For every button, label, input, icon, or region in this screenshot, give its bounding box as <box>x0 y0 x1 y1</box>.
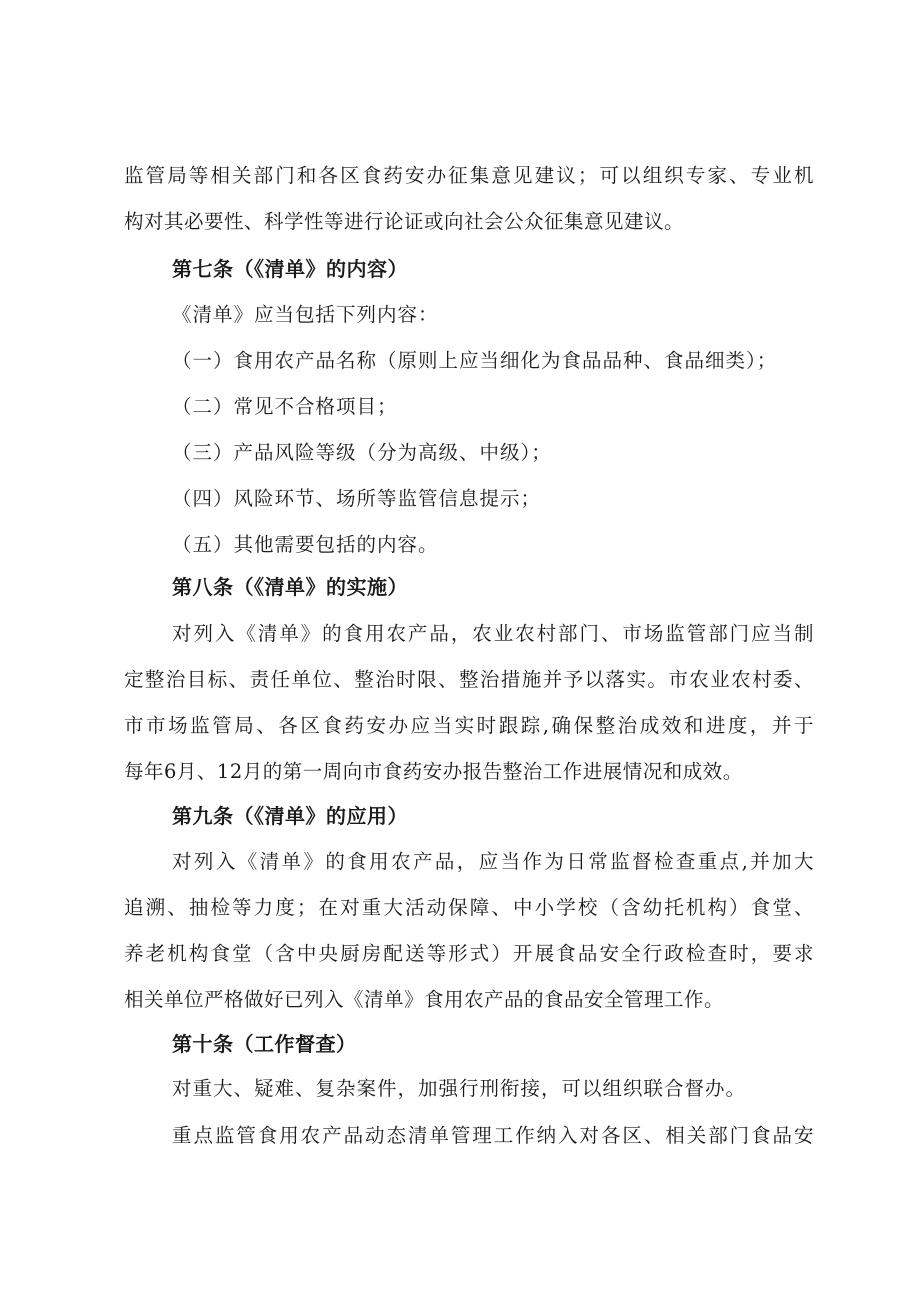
article-7-item-1: （一）食用农产品名称（原则上应当细化为食品品种、食品细类）； <box>172 349 778 372</box>
article-9-line-4: 相关单位严格做好已列入《清单》食用农产品的食品安全管理工作。 <box>124 988 725 1011</box>
article-10-heading: 第十条（工作督查） <box>172 1032 357 1056</box>
article-7-item-5: （五）其他需要包括的内容。 <box>172 533 439 556</box>
article-9-line-3: 养老机构食堂（含中央厨房配送等形式）开展食品安全行政检查时，要求 <box>124 942 814 965</box>
article-9-heading: 第九条（《清单》的应用） <box>172 804 408 828</box>
article-9-line-1: 对列入《清单》的食用农产品，应当作为日常监督检查重点,并加大 <box>172 850 814 873</box>
article-8-heading: 第八条（《清单》的实施） <box>172 575 408 599</box>
article-10-line-2: 重点监管食用农产品动态清单管理工作纳入对各区、相关部门食品安 <box>172 1124 814 1147</box>
intro-line-1: 监管局等相关部门和各区食药安办征集意见建议；可以组织专家、专业机 <box>124 164 814 187</box>
article-9-line-2: 追溯、抽检等力度；在对重大活动保障、中小学校（含幼托机构）食堂、 <box>124 896 814 919</box>
article-10-line-1: 对重大、疑难、复杂案件，加强行刑衔接，可以组织联合督办。 <box>172 1077 747 1100</box>
article-8-line-2: 定整治目标、责任单位、整治时限、整治措施并予以落实。市农业农村委、 <box>124 668 814 691</box>
article-7-item-3: （三）产品风险等级（分为高级、中级）； <box>172 441 552 464</box>
article-8-line-1: 对列入《清单》的食用农产品，农业农村部门、市场监管部门应当制 <box>172 622 814 645</box>
article-7-heading: 第七条（《清单》的内容） <box>172 257 408 281</box>
article-8-line-3: 市市场监管局、各区食药安办应当实时跟踪,确保整治成效和进度，并于 <box>124 714 814 737</box>
article-7-item-4: （四）风险环节、场所等监管信息提示； <box>172 487 542 510</box>
article-7-item-2: （二）常见不合格项目； <box>172 395 398 418</box>
article-8-line-4: 每年6月、12月的第一周向市食药安办报告整治工作进展情况和成效。 <box>124 760 743 783</box>
intro-line-2: 构对其必要性、科学性等进行论证或向社会公众征集意见建议。 <box>124 210 685 233</box>
article-7-lead: 《清单》应当包括下列内容： <box>172 303 439 326</box>
